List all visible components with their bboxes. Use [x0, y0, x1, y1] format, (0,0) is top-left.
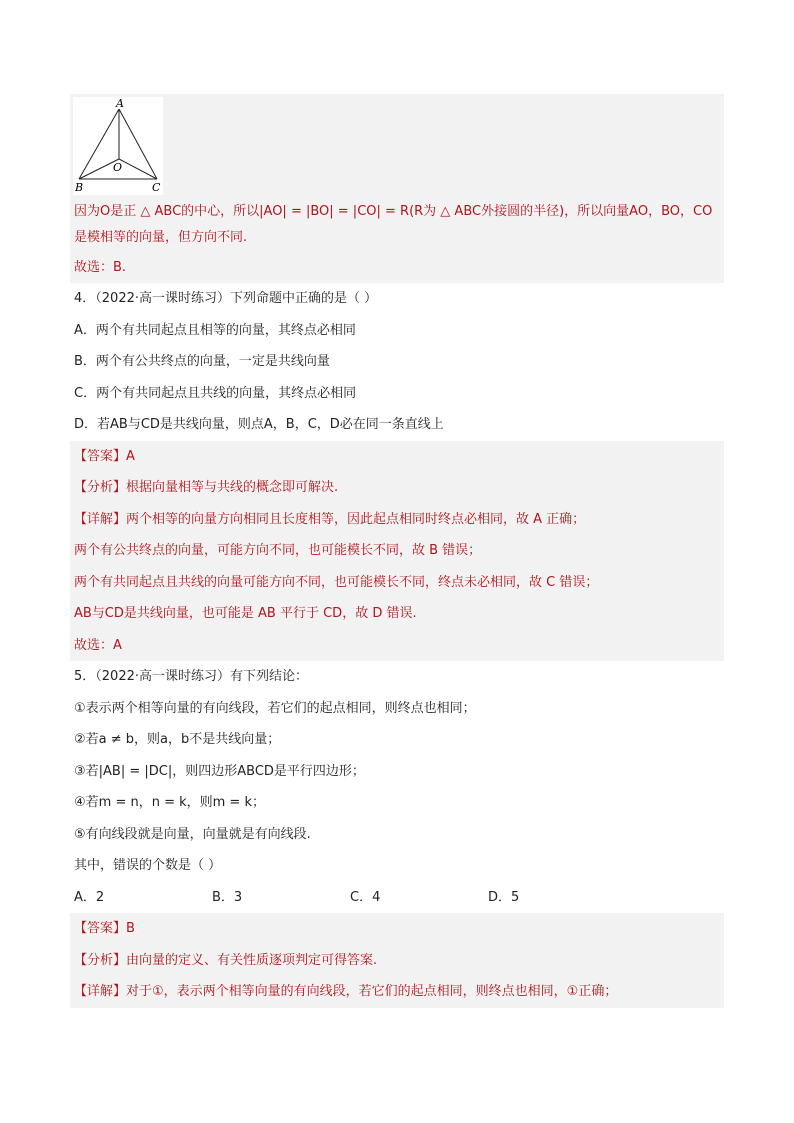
answer-tag: 【答案】 — [74, 448, 127, 464]
solution-text-line-2: 是模相等的向量，但方向不同. — [74, 229, 248, 245]
q5-item-3: ③若|AB| = |DC|，则四边形ABCD是平行四边形； — [74, 763, 365, 779]
q5-analysis-line — [70, 945, 724, 977]
solution-pick: 故选：B. — [74, 259, 127, 275]
q5-choice-b: B．3 — [212, 889, 243, 905]
q5-detail-line — [70, 976, 724, 1008]
detail-text: 对于①，表示两个相等向量的有向线段，若它们的起点相同，则终点也相同，①正确； — [126, 984, 618, 999]
answer-value: B — [126, 921, 135, 936]
q5-item-2: ②若a ≠ b，则a，b不是共线向量； — [74, 732, 281, 747]
q4-answer-line — [70, 441, 724, 473]
analysis-text: 根据向量相等与共线的概念即可解决. — [126, 480, 339, 495]
q5-item-1: ①表示两个相等向量的有向线段，若它们的起点相同，则终点也相同； — [74, 700, 476, 716]
label-c: C — [152, 181, 161, 194]
q4-solution-block — [70, 441, 724, 662]
q5-item-4: ④若m = n，n = k，则m = k； — [74, 795, 265, 810]
q5-answer-line — [70, 913, 724, 945]
label-o: O — [113, 161, 123, 174]
answer-tag: 【答案】 — [74, 921, 127, 936]
q5-choice-a: A．2 — [74, 889, 105, 905]
q5-solution-block — [70, 913, 724, 1008]
q4-option-d: D．若AB与CD是共线向量，则点A，B，C，D必在同一条直线上 — [74, 417, 444, 432]
q5-choice-d: D．5 — [488, 889, 520, 905]
analysis-text: 由向量的定义、有关性质逐项判定可得答案. — [126, 952, 378, 968]
solution-text-line-1: 因为O是正 △ ABC的中心，所以|AO| = |BO| = |CO| = R(R为 △ ABC外接圆的半径)，所以向量AO，BO，CO — [74, 204, 713, 219]
q4-detail-line-1 — [70, 504, 724, 536]
q4-stem: 4．（2022·高一课时练习）下列命题中正确的是（ ） — [74, 291, 378, 306]
q5-choice-c: C．4 — [350, 889, 381, 905]
detail-tag: 【详解】 — [74, 511, 127, 527]
label-b: B — [75, 181, 84, 194]
q4-detail-line-2: 两个有公共终点的向量，可能方向不同，也可能模长不同，故 B 错误； — [74, 543, 482, 558]
detail-tag: 【详解】 — [74, 984, 127, 999]
analysis-tag: 【分析】 — [74, 952, 127, 968]
q4-option-a: A．两个有共同起点且相等的向量，其终点必相同 — [74, 322, 356, 338]
equilateral-triangle-diagram — [73, 97, 163, 195]
q4-detail-line-4: AB与CD是共线向量，也可能是 AB 平行于 CD，故 D 错误. — [74, 606, 417, 621]
q5-item-5: ⑤有向线段就是向量，向量就是有向线段. — [74, 826, 311, 842]
q4-analysis-line — [70, 472, 724, 504]
label-a: A — [116, 97, 124, 110]
previous-solution-block — [70, 94, 724, 283]
triangle-figure — [70, 94, 724, 196]
document-page — [70, 94, 724, 1008]
q5-question: 其中，错误的个数是（ ） — [74, 858, 222, 873]
q4-detail-line-3: 两个有共同起点且共线的向量可能方向不同，也可能模长不同，终点未必相同，故 C 错误； — [74, 574, 599, 590]
q5-choices — [70, 882, 724, 914]
analysis-tag: 【分析】 — [74, 480, 127, 495]
q4-pick: 故选：A — [74, 637, 122, 653]
q4-option-b: B．两个有公共终点的向量，一定是共线向量 — [74, 354, 330, 369]
answer-value: A — [126, 448, 135, 464]
q4-option-c: C．两个有共同起点且共线的向量，其终点必相同 — [74, 385, 357, 401]
q5-stem: 5．（2022·高一课时练习）有下列结论： — [74, 669, 308, 684]
detail-text: 两个相等的向量方向相同且长度相等，因此起点相同时终点必相同，故 A 正确； — [126, 511, 586, 527]
